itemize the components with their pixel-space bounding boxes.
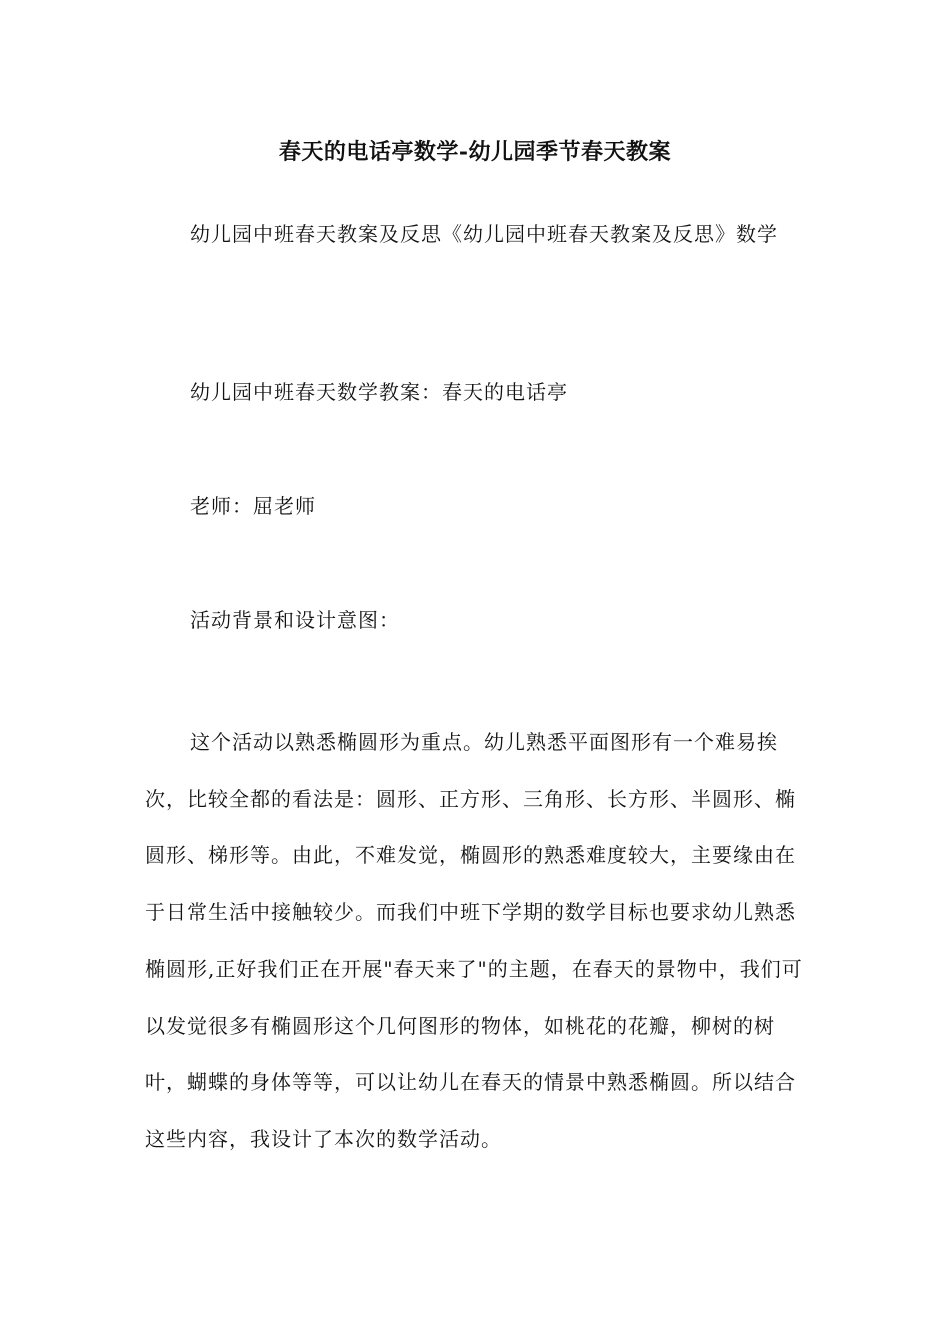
body-paragraph: 这个活动以熟悉椭圆形为重点。幼儿熟悉平面图形有一个难易挨次，比较全都的看法是：圆形、正方形、三角形、长方形、半圆形、椭圆形、梯形等。由此，不难发觉，椭圆形的熟悉难度较大，主要缘由在于日常生活中接触较少。而我们中班下学期的数学目标也要求幼儿熟悉椭圆形,正好我们正在开展"春天来了"的主题，在春天的景物中，我们可以发觉很多有椭圆形这个几何图形的物体，如桃花的花瓣，柳树的树叶，蝴蝶的身体等等，可以让幼儿在春天的情景中熟悉椭圆。所以结合这些内容，我设计了本次的数学活动。 bbox=[145, 730, 803, 1151]
teacher-line: 老师：屈老师 bbox=[190, 494, 316, 518]
background-heading: 活动背景和设计意图： bbox=[190, 608, 400, 632]
lesson-title: 幼儿园中班春天数学教案：春天的电话亭 bbox=[190, 380, 568, 404]
intro-paragraph: 幼儿园中班春天教案及反思《幼儿园中班春天教案及反思》数学 bbox=[190, 222, 778, 246]
document-title: 春天的电话亭数学-幼儿园季节春天教案 bbox=[278, 139, 672, 165]
